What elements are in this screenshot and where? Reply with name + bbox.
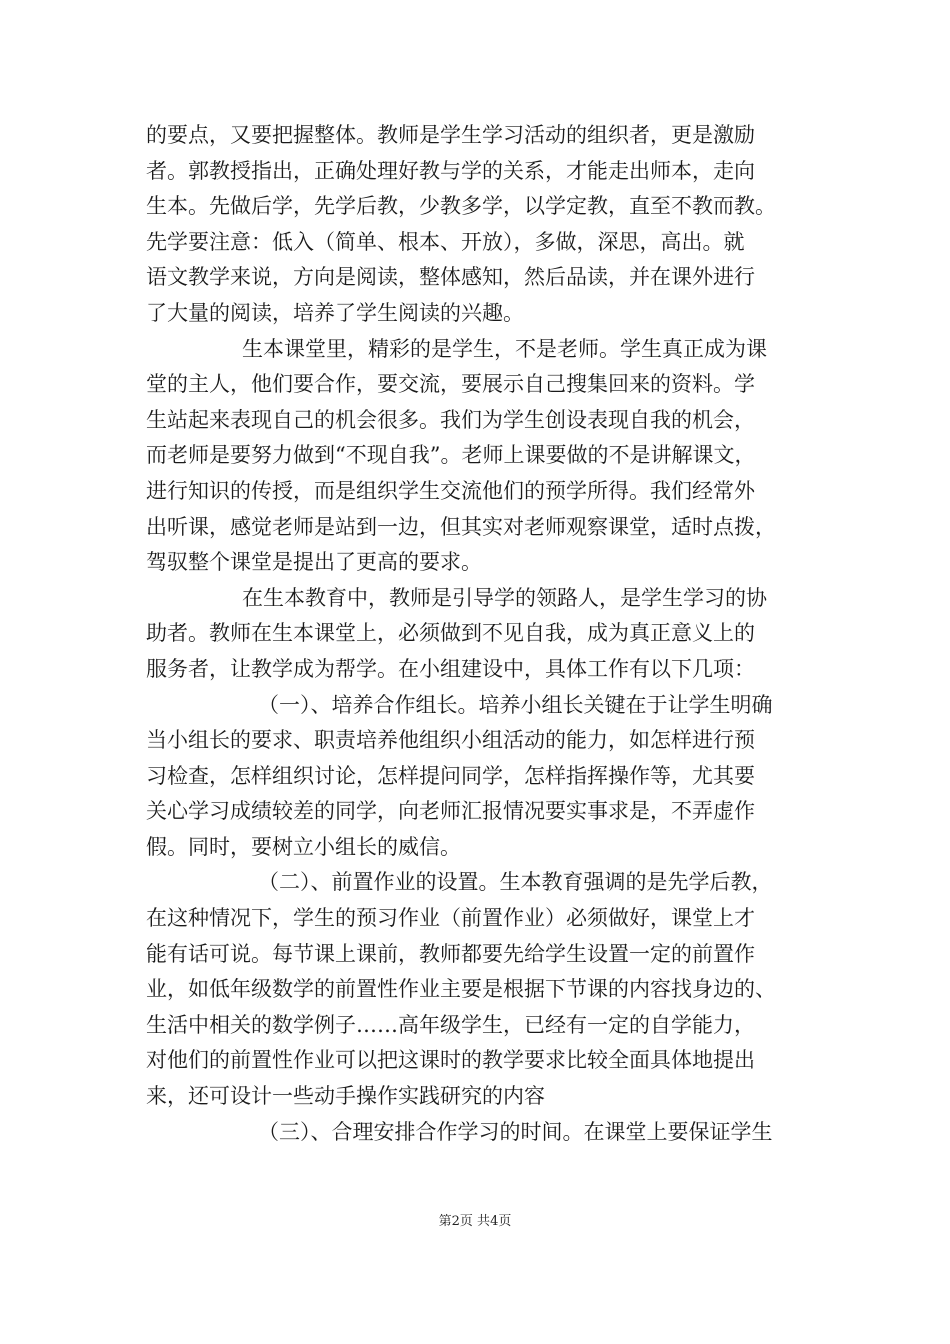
page-number-prefix: 第 — [438, 1214, 452, 1229]
text-line: 助者。教师在生本课堂上，必须做到不见自我，成为真正意义上的 — [146, 621, 755, 646]
text-line: 了大量的阅读，培养了学生阅读的兴趣。 — [146, 300, 524, 325]
text-line: 而老师是要努力做到“不现自我”。老师上课要做的不是讲解课文， — [146, 443, 756, 468]
paragraph-start-line: 生本课堂里，精彩的是学生，不是老师。学生真正成为课 — [242, 336, 767, 361]
text-line: 的要点，又要把握整体。教师是学生学习活动的组织者，更是激励 — [146, 123, 755, 147]
total-pages-number: 4 — [490, 1214, 499, 1229]
text-line: 出听课，感觉老师是站到一边，但其实对老师观察课堂，适时点拨， — [146, 514, 776, 539]
text-line: 业，如低年级数学的前置性作业主要是根据下节课的内容找身边的、 — [146, 977, 776, 1002]
text-line: 能有话可说。每节课上课前，教师都要先给学生设置一定的前置作 — [146, 941, 755, 966]
text-line: 先学要注意：低入（简单、根本、开放），多做，深思，高出。就 — [146, 229, 745, 254]
text-line: 驾驭整个课堂是提出了更高的要求。 — [146, 550, 482, 575]
list-item-heading-line: （二）、前置作业的设置。生本教育强调的是先学后教， — [258, 870, 773, 895]
text-line: 者。郭教授指出，正确处理好教与学的关系，才能走出师本，走向 — [146, 158, 755, 183]
current-page-number: 2 — [451, 1214, 460, 1229]
text-line: 对他们的前置性作业可以把这课时的教学要求比较全面具体地提出 — [146, 1048, 755, 1073]
page-number-suffix: 页 — [498, 1214, 512, 1229]
text-line: 生活中相关的数学例子……高年级学生，已经有一定的自学能力， — [146, 1012, 755, 1037]
body-text — [146, 118, 816, 1150]
text-line: 来，还可设计一些动手操作实践研究的内容 — [146, 1084, 545, 1109]
text-line: 假。同时，要树立小组长的威信。 — [146, 834, 461, 859]
text-line: 语文教学来说，方向是阅读，整体感知，然后品读，并在课外进行 — [146, 265, 755, 290]
text-line: 生站起来表现自己的机会很多。我们为学生创设表现自我的机会， — [146, 407, 755, 432]
text-line: 堂的主人，他们要合作，要交流，要展示自己搜集回来的资料。学 — [146, 372, 755, 397]
list-item-heading-line: （三）、合理安排合作学习的时间。在课堂上要保证学生 — [258, 1119, 773, 1144]
text-line: 在这种情况下，学生的预习作业（前置作业）必须做好，课堂上才 — [146, 906, 755, 931]
page-footer — [0, 1210, 950, 1229]
page-number-middle: 页 共 — [459, 1214, 491, 1229]
paragraph-start-line: 在生本教育中，教师是引导学的领路人，是学生学习的协 — [242, 585, 767, 610]
text-line: 习检查，怎样组织讨论，怎样提问同学，怎样指挥操作等，尤其要 — [146, 763, 755, 788]
list-item-heading-line: （一）、培养合作组长。培养小组长关键在于让学生明确 — [258, 692, 773, 717]
text-line: 关心学习成绩较差的同学，向老师汇报情况要实事求是，不弄虚作 — [146, 799, 755, 824]
text-line: 服务者，让教学成为帮学。在小组建设中，具体工作有以下几项： — [146, 656, 755, 681]
text-line: 生本。先做后学，先学后教，少教多学，以学定教，直至不教而教。 — [146, 194, 776, 219]
text-line: 当小组长的要求、职责培养他组织小组活动的能力，如怎样进行预 — [146, 728, 755, 753]
text-line: 进行知识的传授，而是组织学生交流他们的预学所得。我们经常外 — [146, 478, 755, 503]
